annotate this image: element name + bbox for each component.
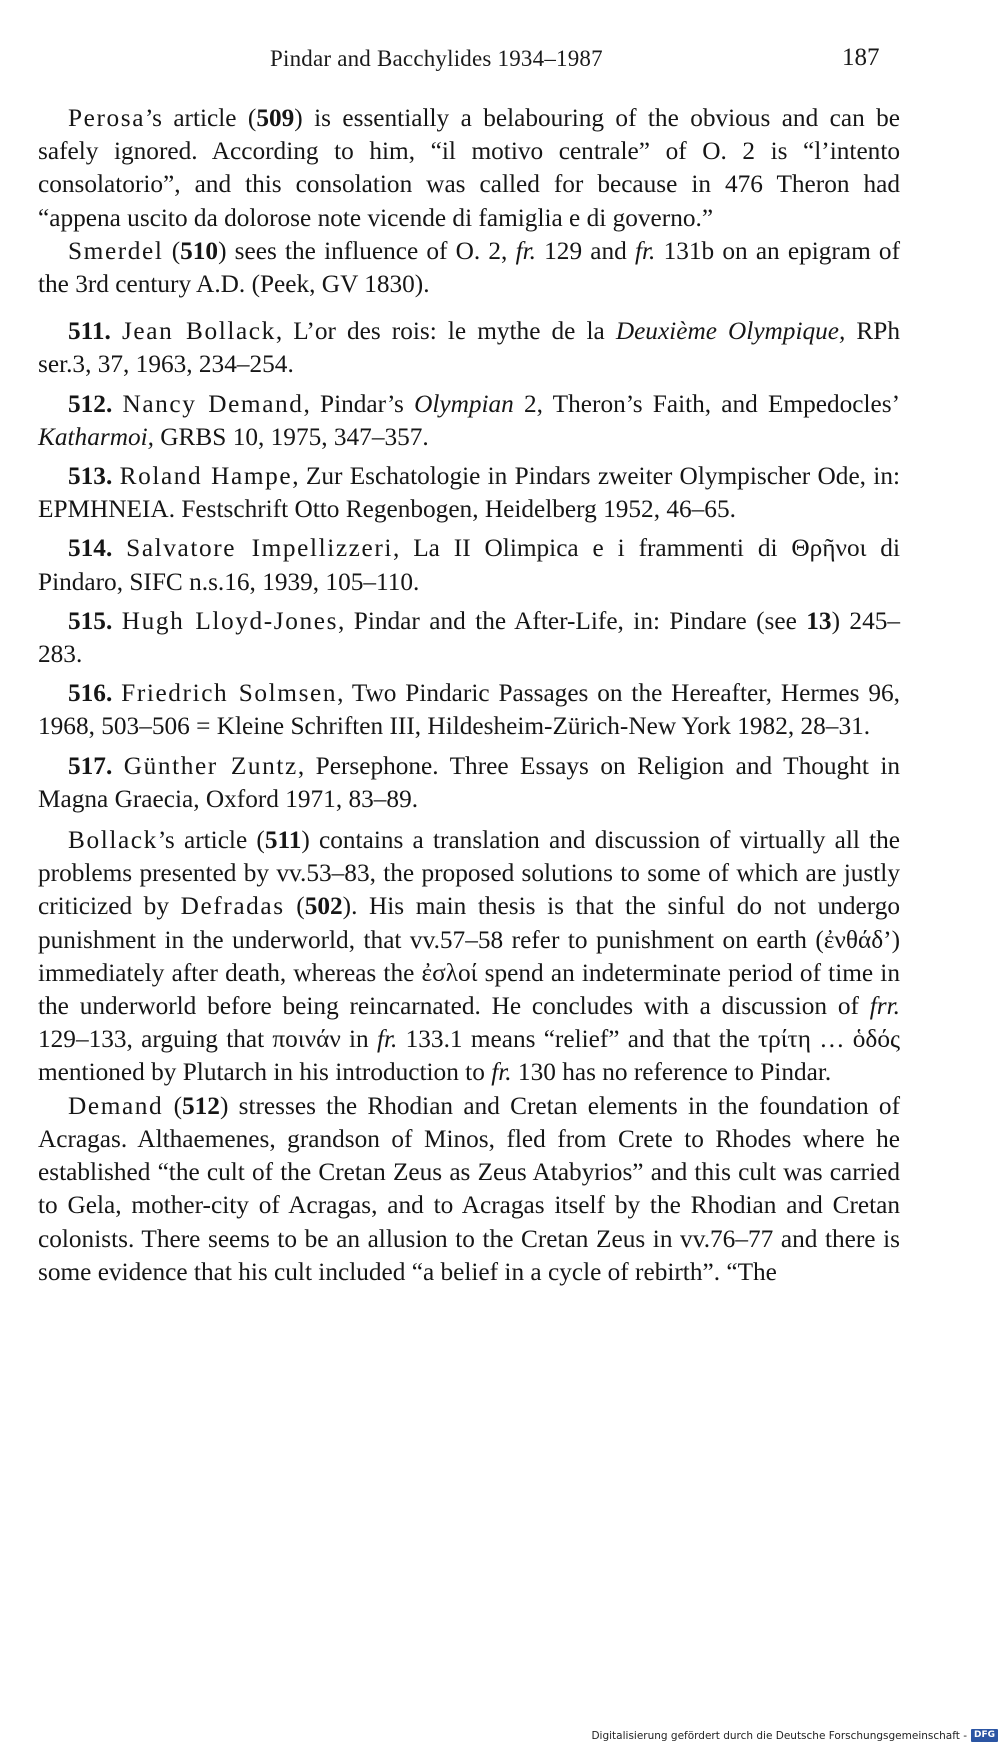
bibliography-entry-515: 515. Hugh Lloyd-Jones, Pindar and the After-Life, in: Pindare (see 13) 245–283. [38,606,901,669]
entry-number: 515. [68,606,113,635]
author-name: Roland Hampe [119,462,293,491]
entry-number: 514. [68,534,113,563]
author-name: Perosa [68,104,146,132]
bibliography-entry-513: 513. Roland Hampe, Zur Eschatologie in Pindars zweiter Olympischer Ode, in: EPMHNEIA. Festschrift Otto Regenbogen, Heidelberg 1952, 46–65. [38,462,901,524]
running-head: Pindar and Bacchylides 1934–1987 [270,46,603,71]
paragraph-demand: Demand (512) stresses the Rhodian and Cretan elements in the foundation of Acragas. Althaemenes, grandson of Minos, fled from Crete to Rhodes where he established “the cult of the Cretan Zeus as Zeus Atabyrios” and this cult was carried to Gela, mother-city of Acragas, and to Acragas itself by the Rhodian and Cretan colonists. There seems to be an allusion to the Cretan Zeus in vv.76–77 and there is some evidence that his cult included “a belief in a cycle of rebirth”. “The [38,1091,900,1286]
entry-number: 512. [68,389,113,418]
bibliography-entry-511: 511. Jean Bollack, L’or des rois: le mythe de la Deuxième Olympique, RPh ser.3, 37, 1963, 234–254. [38,317,901,379]
paragraph-perosa: Perosa’s article (509) is essentially a belabouring of the obvious and can be safely ignored. According to him, “il motivo centrale” of O. 2 is “l’intento consolatorio”, and this consolation was called for because in 476 Theron had “appena uscito da dolorose note vicende di famiglia e di governo.” [38,104,901,232]
paragraph-smerdel: Smerdel (510) sees the influence of O. 2, fr. 129 and fr. 131b on an epigram of the 3rd century A.D. (Peek, GV 1830). [38,236,901,299]
paragraph-bollack: Bollack’s article (511) contains a translation and discussion of virtually all the problems presented by vv.53–83, the proposed solutions to some of which are justly criticized by Defradas (502). His main thesis is that the sinful do not undergo punishment in the underworld, that vv.57–58 refer to punishment on earth (ἐνθάδ’) immediately after death, whereas the ἐσλοί spend an indeterminate period of time in the underworld before being reincarnated. He concludes with a discussion of frr. 129–133, arguing that ποινάν in fr. 133.1 means “relief” and that the τρίτη … ὁδός mentioned by Plutarch in his introduction to fr. 130 has no reference to Pindar. [38,826,900,1087]
author-name: Defradas [180,892,285,921]
author-name: Hugh Lloyd-Jones [121,606,339,635]
bibliography-reference: 502 [304,892,343,921]
author-name: Nancy Demand [122,389,304,418]
footer-credit: Digitalisierung gefördert durch die Deutsche Forschungsgemeinschaft - [591,1729,967,1742]
author-name: Salvatore Impellizzeri [126,534,393,563]
bibliography-reference: 512 [182,1091,220,1120]
bibliography-entry-517: 517. Günther Zuntz, Persephone. Three Essays on Religion and Thought in Magna Graecia, Oxford 1971, 83–89. [38,751,901,813]
bibliography-reference: 511 [264,826,302,855]
bibliography-reference: 509 [256,104,295,132]
author-name: Friedrich Solmsen [121,679,338,708]
body-text [38,102,900,1289]
entry-number: 513. [68,462,113,491]
page-number: 187 [842,44,880,71]
bibliography-reference: 13 [806,606,832,635]
bibliography-entry-512: 512. Nancy Demand, Pindar’s Olympian 2, Theron’s Faith, and Empedocles’ Katharmoi, GRBS 10, 1975, 347–357. [38,389,901,451]
dfg-logo: DFG [971,1729,998,1742]
bibliography-reference: 510 [180,236,219,265]
digitization-footer [591,1728,998,1743]
bibliography-entry-516: 516. Friedrich Solmsen, Two Pindaric Passages on the Hereafter, Hermes 96, 1968, 503–506 = Kleine Schriften III, Hildesheim-Zürich-New York 1982, 28–31. [38,679,900,741]
entry-number: 516. [68,679,113,708]
author-name: Smerdel [68,236,164,265]
entry-number: 517. [68,751,113,780]
author-name: Günther Zuntz [123,751,298,780]
bibliography-entry-514: 514. Salvatore Impellizzeri, La II Olimpica e i frammenti di Θρῆνοι di Pindaro, SIFC n.s.16, 1939, 105–110. [38,534,900,596]
author-name: Bollack [68,826,158,855]
entry-number: 511. [68,317,111,346]
author-name: Demand [68,1091,164,1120]
author-name: Jean Bollack [121,317,276,346]
